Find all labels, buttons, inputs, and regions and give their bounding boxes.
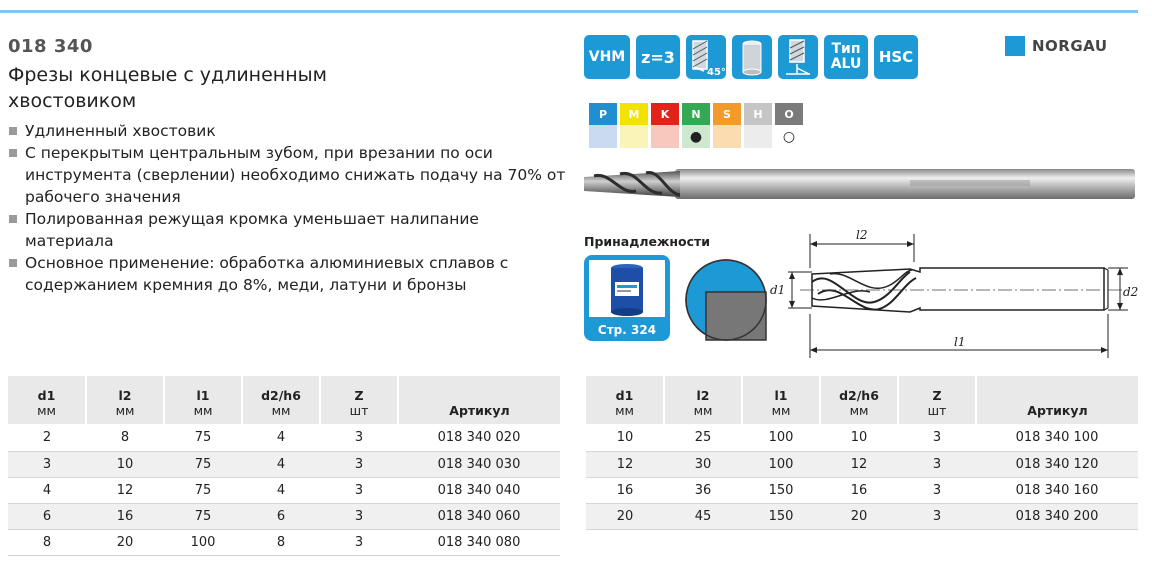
table-cell: 36 [664, 477, 742, 503]
article-number: 018 340 200 [976, 503, 1138, 529]
l2-label: l2 [856, 228, 868, 242]
material-suitability [744, 125, 772, 148]
table-cell: 4 [242, 451, 320, 477]
column-header-unit: мм [115, 403, 135, 418]
hsc-icon: HSC [874, 35, 918, 79]
table-cell: 10 [820, 424, 898, 451]
column-header-unit: шт [927, 403, 947, 418]
tool-photo [580, 163, 1140, 209]
material-group-o [775, 103, 803, 148]
column-header-name: d1 [37, 388, 56, 403]
shank-icon [732, 35, 772, 79]
material-group-k [651, 103, 679, 148]
column-header-unit: шт [349, 403, 369, 418]
table-cell: 75 [164, 477, 242, 503]
material-letter: S [713, 103, 741, 125]
coolant-can-image [589, 260, 665, 317]
table-cell: 3 [898, 503, 976, 529]
table-cell: 8 [242, 529, 320, 555]
column-header-name: l2 [696, 388, 710, 403]
table-cell: 45 [664, 503, 742, 529]
material-group-h [744, 103, 772, 148]
table-cell: 75 [164, 503, 242, 529]
table-row [586, 503, 1138, 529]
brand-logo [1005, 36, 1108, 56]
column-header-name: l2 [118, 388, 132, 403]
table-cell: 20 [586, 503, 664, 529]
spec-table-left [8, 376, 560, 556]
article-number: 018 340 030 [398, 451, 560, 477]
table-cell: 4 [242, 477, 320, 503]
table-cell: 100 [742, 451, 820, 477]
article-number: 018 340 100 [976, 424, 1138, 451]
feature-item: С перекрытым центральным зубом, при врезании по оси инструмента (сверлении) необходимо снижать подачу на 70% от рабочего значения [8, 142, 568, 208]
table-cell: 3 [898, 424, 976, 451]
column-header-name: Артикул [449, 403, 510, 418]
column-header-name: l1 [774, 388, 788, 403]
property-icons [584, 35, 918, 79]
material-group-n [682, 103, 710, 148]
table-cell: 6 [8, 503, 86, 529]
column-header [164, 376, 242, 424]
angle-label: 45° [707, 67, 726, 78]
material-group-p [589, 103, 617, 148]
table-row [586, 451, 1138, 477]
column-header-unit: мм [693, 403, 713, 418]
material-group-s [713, 103, 741, 148]
table-cell: 75 [164, 424, 242, 451]
spec-table-right [586, 376, 1138, 530]
column-header-name: Z [354, 388, 364, 403]
table-cell: 100 [742, 424, 820, 451]
column-header [820, 376, 898, 424]
column-header [664, 376, 742, 424]
center-cutting-icon [778, 35, 818, 79]
table-cell: 3 [320, 451, 398, 477]
table-cell: 150 [742, 477, 820, 503]
article-number: 018 340 020 [398, 424, 560, 451]
table-cell: 30 [664, 451, 742, 477]
table-row [8, 503, 560, 529]
column-header-unit: мм [271, 403, 291, 418]
table-row [8, 451, 560, 477]
d1-label: d1 [770, 283, 786, 297]
material-letter: H [744, 103, 772, 125]
column-header-name: d2/h6 [261, 388, 301, 403]
column-header [586, 376, 664, 424]
table-cell: 2 [8, 424, 86, 451]
column-header [8, 376, 86, 424]
table-cell: 3 [320, 529, 398, 555]
article-number: 018 340 160 [976, 477, 1138, 503]
logo-square-icon [1005, 36, 1025, 56]
material-suitability: ● [682, 125, 710, 148]
technical-drawing [770, 222, 1140, 366]
table-cell: 12 [86, 477, 164, 503]
table-row [8, 424, 560, 451]
material-letter: N [682, 103, 710, 125]
table-cell: 10 [586, 424, 664, 451]
table-header-row [586, 376, 1138, 424]
material-suitability: ○ [775, 125, 803, 148]
feature-item: Удлиненный хвостовик [8, 120, 568, 142]
l1-label: l1 [954, 335, 966, 349]
vhm-icon: VHM [584, 35, 630, 79]
column-header-unit: мм [193, 403, 213, 418]
column-header [742, 376, 820, 424]
accessories-label: Принадлежности [584, 234, 711, 249]
article-number: 018 340 040 [398, 477, 560, 503]
material-letter: M [620, 103, 648, 125]
column-header [242, 376, 320, 424]
column-header-name: d1 [615, 388, 634, 403]
table-cell: 3 [898, 477, 976, 503]
table-row [586, 424, 1138, 451]
table-cell: 6 [242, 503, 320, 529]
table-cell: 3 [320, 503, 398, 529]
column-header [898, 376, 976, 424]
article-number: 018 340 080 [398, 529, 560, 555]
helix-angle-icon [686, 35, 726, 79]
table-cell: 3 [320, 424, 398, 451]
table-cell: 3 [898, 451, 976, 477]
column-header-unit: мм [849, 403, 869, 418]
d2-label: d2 [1123, 285, 1139, 299]
article-number: 018 340 120 [976, 451, 1138, 477]
table-cell: 3 [320, 477, 398, 503]
product-code: 018 340 [8, 36, 93, 57]
column-header-name: l1 [196, 388, 210, 403]
page-title: Фрезы концевые с удлиненным хвостовиком [8, 64, 327, 112]
table-cell: 16 [820, 477, 898, 503]
material-group-m [620, 103, 648, 148]
table-cell: 150 [742, 503, 820, 529]
column-header-name: d2/h6 [839, 388, 879, 403]
column-header-unit: мм [37, 403, 56, 418]
column-header [320, 376, 398, 424]
table-cell: 4 [242, 424, 320, 451]
column-header [976, 376, 1138, 424]
article-number: 018 340 060 [398, 503, 560, 529]
cross-section-diagram [684, 258, 768, 346]
table-row [8, 477, 560, 503]
table-cell: 8 [8, 529, 86, 555]
material-letter: K [651, 103, 679, 125]
material-letter: P [589, 103, 617, 125]
accessory-card[interactable] [584, 255, 670, 341]
table-cell: 3 [8, 451, 86, 477]
column-header-unit: мм [615, 403, 634, 418]
table-cell: 16 [586, 477, 664, 503]
accessory-page-ref[interactable]: Стр. 324 [597, 323, 657, 337]
column-header-name: Z [932, 388, 942, 403]
table-cell: 25 [664, 424, 742, 451]
table-cell: 100 [164, 529, 242, 555]
table-cell: 12 [820, 451, 898, 477]
table-cell: 20 [86, 529, 164, 555]
table-cell: 20 [820, 503, 898, 529]
table-cell: 75 [164, 451, 242, 477]
table-cell: 12 [586, 451, 664, 477]
table-cell: 8 [86, 424, 164, 451]
material-suitability [620, 125, 648, 148]
feature-item: Основное применение: обработка алюминиевых сплавов с содержанием кремния до 8%, меди, латуни и бронзы [8, 252, 568, 296]
table-row [8, 529, 560, 555]
table-cell: 10 [86, 451, 164, 477]
top-divider [0, 10, 1138, 13]
feature-item: Полированная режущая кромка уменьшает налипание материала [8, 208, 568, 252]
column-header-unit: мм [771, 403, 791, 418]
material-letter: O [775, 103, 803, 125]
table-cell: 16 [86, 503, 164, 529]
column-header-name: Артикул [1027, 403, 1088, 418]
column-header [86, 376, 164, 424]
material-suitability [589, 125, 617, 148]
table-row [586, 477, 1138, 503]
material-suitability [713, 125, 741, 148]
table-cell: 4 [8, 477, 86, 503]
column-header [398, 376, 560, 424]
flutes-icon: z=3 [636, 35, 680, 79]
table-header-row [8, 376, 560, 424]
feature-list [8, 120, 568, 296]
brand-name: NORGAU [1032, 37, 1108, 55]
type-alu-icon: Тип ALU [824, 35, 868, 79]
material-suitability [651, 125, 679, 148]
material-groups [589, 103, 806, 148]
